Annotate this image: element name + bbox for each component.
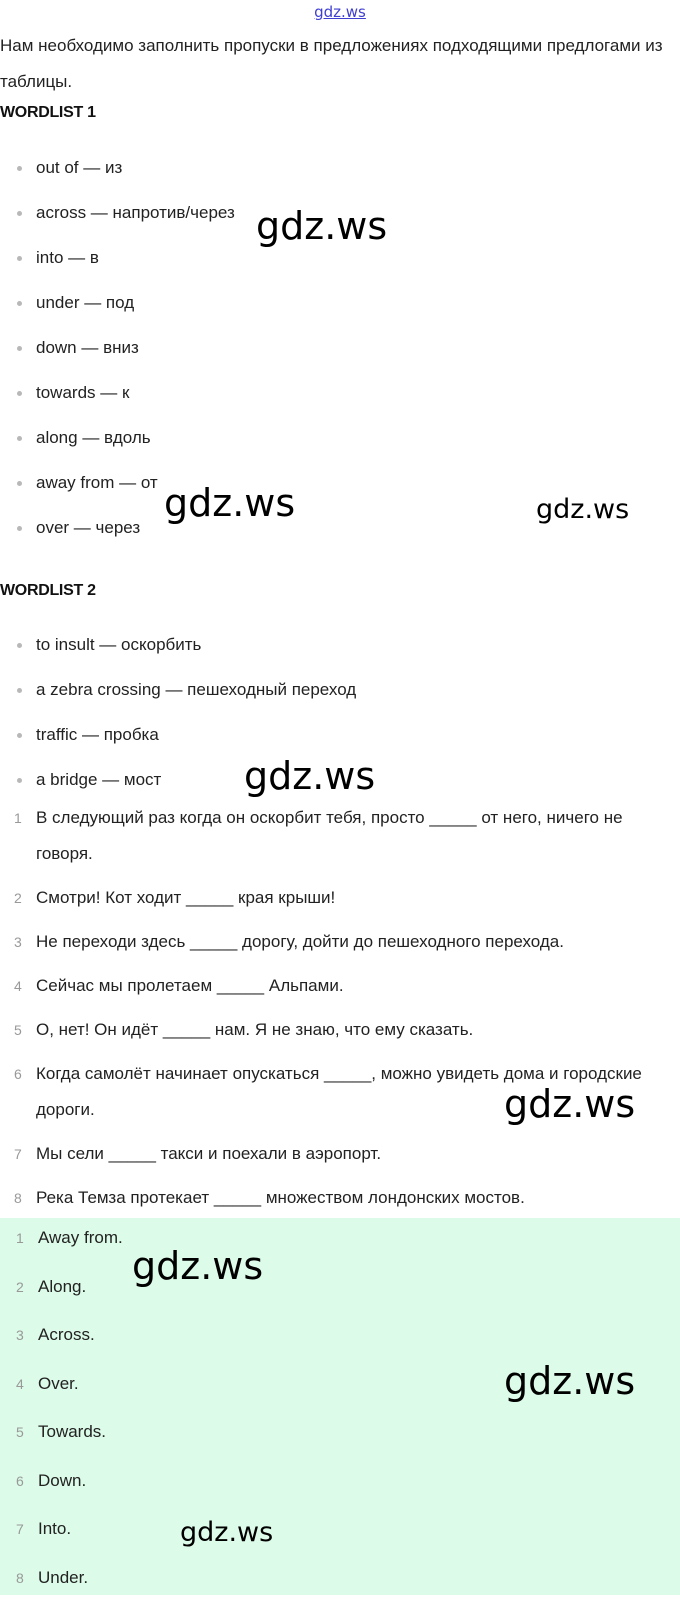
list-item: a zebra crossing — пешеходный переход: [0, 678, 356, 723]
answer-number: 3: [16, 1315, 24, 1355]
wordlist1-title: WORDLIST 1: [0, 104, 96, 122]
list-item: under — под: [0, 291, 235, 336]
answer-item: [0, 1509, 680, 1558]
task-number: 3: [14, 924, 22, 960]
task-number: 5: [14, 1012, 22, 1048]
answer-item: [0, 1315, 680, 1364]
task-number: 6: [14, 1056, 22, 1092]
answer-item: [0, 1267, 680, 1316]
task-item: [0, 924, 675, 960]
task-item: [0, 1136, 675, 1172]
list-item: down — вниз: [0, 336, 235, 381]
list-item: to insult — оскорбить: [0, 633, 356, 678]
task-text: Река Темза протекает _____ множеством лондонских мостов.: [36, 1188, 525, 1207]
task-item: [0, 1012, 675, 1048]
task-number: 8: [14, 1180, 22, 1216]
answer-text: Across.: [38, 1325, 95, 1344]
answer-item: [0, 1412, 680, 1461]
list-item: into — в: [0, 246, 235, 291]
watermark: gdz.ws: [536, 496, 629, 523]
list-item: traffic — пробка: [0, 723, 356, 768]
answer-item: [0, 1558, 680, 1606]
answer-number: 6: [16, 1461, 24, 1501]
list-item: across — напротив/через: [0, 201, 235, 246]
list-item: out of — из: [0, 156, 235, 201]
task-item: [0, 800, 675, 872]
watermark: gdz.ws: [504, 1085, 635, 1123]
watermark: gdz.ws: [164, 484, 295, 522]
list-item: away from — от: [0, 471, 235, 516]
answer-text: Down.: [38, 1471, 86, 1490]
list-item: towards — к: [0, 381, 235, 426]
task-item: [0, 1180, 675, 1216]
task-text: О, нет! Он идёт _____ нам. Я не знаю, что ему сказать.: [36, 1020, 473, 1039]
task-number: 2: [14, 880, 22, 916]
list-item: along — вдоль: [0, 426, 235, 471]
answers-panel: [0, 1218, 680, 1595]
answer-item: [0, 1461, 680, 1510]
intro-text: Нам необходимо заполнить пропуски в предложениях подходящими предлогами из таблицы.: [0, 28, 670, 100]
task-text: Мы сели _____ такси и поехали в аэропорт.: [36, 1144, 381, 1163]
answer-list: [0, 1218, 680, 1606]
wordlist2-title: WORDLIST 2: [0, 582, 96, 600]
answer-number: 1: [16, 1218, 24, 1258]
task-number: 7: [14, 1136, 22, 1172]
task-item: [0, 968, 675, 1004]
list-item: over — через: [0, 516, 235, 561]
task-text: Смотри! Кот ходит _____ края крыши!: [36, 888, 335, 907]
answer-number: 5: [16, 1412, 24, 1452]
task-number: 4: [14, 968, 22, 1004]
watermark: gdz.ws: [256, 207, 387, 245]
answer-number: 7: [16, 1509, 24, 1549]
site-link[interactable]: gdz.ws: [0, 3, 680, 21]
answer-text: Along.: [38, 1277, 86, 1296]
watermark: gdz.ws: [132, 1247, 263, 1285]
task-text: Когда самолёт начинает опускаться _____, можно увидеть дома и городские дороги.: [36, 1064, 642, 1119]
task-number: 1: [14, 800, 22, 836]
answer-text: Towards.: [38, 1422, 106, 1441]
task-item: [0, 880, 675, 916]
task-text: Сейчас мы пролетаем _____ Альпами.: [36, 976, 344, 995]
answer-text: Under.: [38, 1568, 88, 1587]
task-list: [0, 800, 675, 1216]
answer-number: 2: [16, 1267, 24, 1307]
watermark: gdz.ws: [244, 757, 375, 795]
answer-text: Into.: [38, 1519, 71, 1538]
answer-number: 8: [16, 1558, 24, 1598]
task-text: В следующий раз когда он оскорбит тебя, просто _____ от него, ничего не говоря.: [36, 808, 623, 863]
task-text: Не переходи здесь _____ дорогу, дойти до пешеходного перехода.: [36, 932, 564, 951]
answer-text: Over.: [38, 1374, 79, 1393]
answer-number: 4: [16, 1364, 24, 1404]
list-item: a bridge — мост: [0, 768, 356, 813]
watermark: gdz.ws: [504, 1362, 635, 1400]
answer-text: Away from.: [38, 1228, 123, 1247]
watermark: gdz.ws: [180, 1519, 273, 1546]
answer-item: [0, 1218, 680, 1267]
